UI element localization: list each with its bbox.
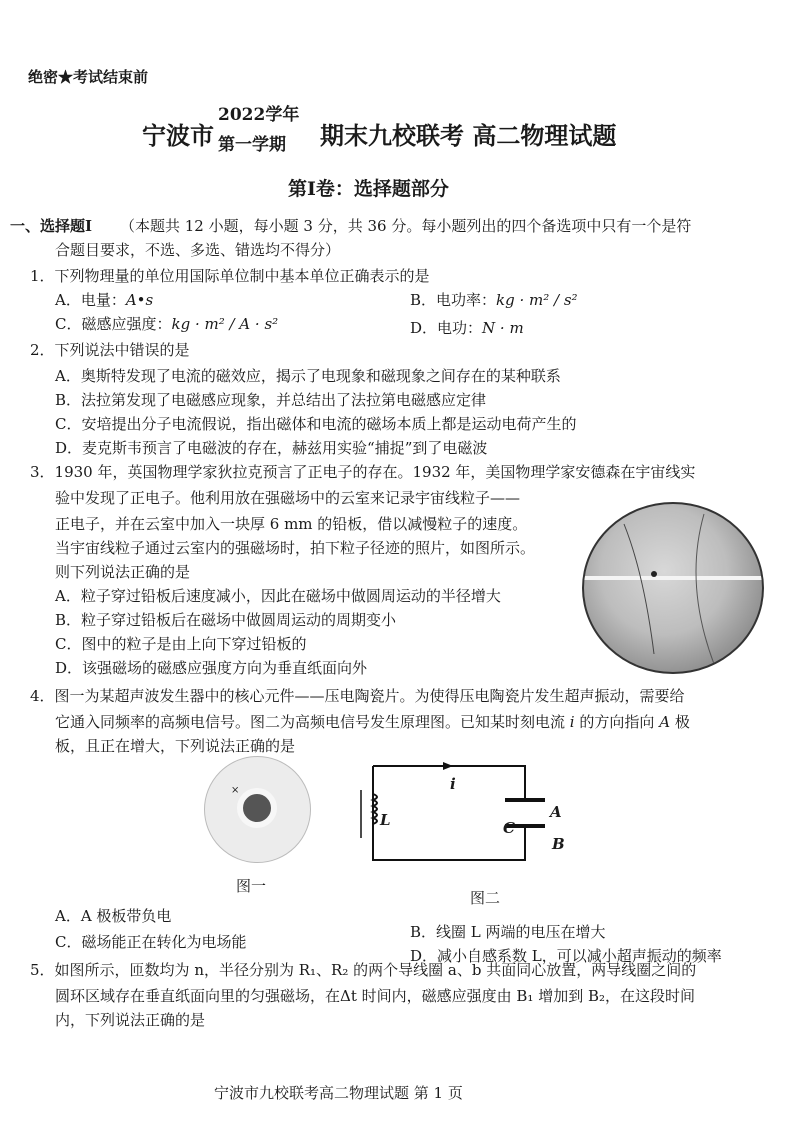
q4-option-b: B．线圈 L 两端的电压在增大: [410, 923, 606, 941]
q4-line3: 板，且正在增大，下列说法正确的是: [55, 737, 296, 755]
q4-line1: 4．图一为某超声波发生器中的核心元件——压电陶瓷片。为使得压电陶瓷片发生超声振动，需要给: [30, 687, 685, 705]
q5-line2: 圆环区域存在垂直纸面向里的匀强磁场，在Δt 时间内，磁感应强度由 B₁ 增加到 B₂，在这段时间: [55, 987, 696, 1005]
q3-option-c: C．图中的粒子是由上向下穿过铅板的: [55, 635, 307, 653]
q1-option-d-unit: N · m: [482, 319, 524, 337]
q3-line1: 3．1930 年，英国物理学家狄拉克预言了正电子的存在。1932 年，美国物理学家安德森在宇宙线实: [30, 463, 696, 481]
exam-title: 期末九校联考 高二物理试题: [320, 121, 617, 150]
q3-line5: 则下列说法正确的是: [55, 563, 191, 581]
q3-line2: 验中发现了正电子。他利用放在强磁场中的云室来记录宇宙线粒子——: [55, 489, 521, 507]
q4-option-c: C．磁场能正在转化为电场能: [55, 933, 247, 951]
section-heading: 一、选择题Ⅰ: [10, 217, 93, 235]
exam-city: 宁波市: [142, 121, 214, 150]
q1-option-c: [55, 314, 278, 334]
label-plate-B: B: [552, 835, 565, 853]
q3-option-b: B．粒子穿过铅板后在磁场中做圆周运动的周期变小: [55, 611, 397, 629]
label-current-i: i: [450, 775, 456, 793]
q2-stem: 2．下列说法中错误的是: [30, 341, 190, 359]
cloud-chamber-photo: [582, 502, 764, 674]
q3-line3: 正电子，并在云室中加入一块厚 6 mm 的铅板，借以减慢粒子的速度。: [55, 515, 528, 533]
q4-line2-text: 它通入同频率的高频电信号。图二为高频电信号发生原理图。已知某时刻电流: [55, 713, 566, 731]
confidential-notice: 绝密★考试结束前: [28, 68, 149, 86]
q1-option-a-unit: A•s: [125, 291, 154, 309]
q1-option-c-label: C．磁感应强度：: [55, 315, 172, 333]
q1-option-d: [410, 318, 524, 338]
exam-year: 2022学年: [218, 105, 300, 125]
q2-option-d: D．麦克斯韦预言了电磁波的存在，赫兹用实验“捕捉”到了电磁波: [55, 439, 488, 457]
q1-option-b: [410, 290, 578, 310]
q2-option-a: A．奥斯特发现了电流的磁效应，揭示了电现象和磁现象之间存在的某种联系: [55, 367, 561, 385]
q1-option-b-unit: kg · m² / s²: [496, 291, 578, 309]
part-title: 第Ⅰ卷：选择题部分: [288, 178, 449, 200]
label-inductor-L: L: [380, 811, 391, 829]
particle-track: [584, 504, 762, 672]
q1-option-b-label: B．电功率：: [410, 291, 497, 309]
figure-one-caption: 图一: [236, 877, 267, 895]
section-desc-line1: （本题共 12 小题，每小题 3 分，共 36 分。每小题列出的四个备选项中只有一个是符: [120, 217, 692, 235]
q4-line2: [55, 712, 690, 732]
piezo-disc-figure: ×: [204, 756, 311, 863]
q1-option-a: [55, 290, 153, 310]
q4-current-symbol: i: [569, 713, 575, 731]
q4-line2-text-c: 极: [674, 713, 690, 731]
exam-semester: 第一学期: [218, 135, 286, 155]
label-capacitor-C: C: [503, 819, 515, 837]
q2-option-c: C．安培提出分子电流假说，指出磁体和电流的磁场本质上都是运动电荷产生的: [55, 415, 577, 433]
q3-line4: 当宇宙线粒子通过云室内的强磁场时，拍下粒子径迹的照片，如图所示。: [55, 539, 536, 557]
section-desc-line2: 合题目要求，不选、多选、错选均不得分）: [55, 241, 341, 259]
q1-option-a-label: A．电量：: [55, 291, 126, 309]
q1-option-d-label: D．电功：: [410, 319, 483, 337]
q4-plate-symbol: A: [659, 713, 671, 731]
page-footer: 宁波市九校联考高二物理试题 第 1 页: [214, 1084, 463, 1102]
q3-option-a: A．粒子穿过铅板后速度减小，因此在磁场中做圆周运动的半径增大: [55, 587, 501, 605]
q5-line3: 内，下列说法正确的是: [55, 1011, 206, 1029]
q4-option-d: D．减小自感系数 L，可以减小超声振动的频率: [410, 947, 722, 965]
piezo-disc-hole: [237, 788, 277, 828]
q2-option-b: B．法拉第发现了电磁感应现象，并总结出了法拉第电磁感应定律: [55, 391, 487, 409]
q1-option-c-unit: kg · m² / A · s²: [171, 315, 279, 333]
q1-stem: 1．下列物理量的单位用国际单位制中基本单位正确表示的是: [30, 267, 430, 285]
q4-line2-text-b: 的方向指向: [579, 713, 655, 731]
label-plate-A: A: [550, 803, 562, 821]
q5-line1: 5．如图所示，匝数均为 n，半径分别为 R₁、R₂ 的两个导线圈 a、b 共面同心放置，两导线圈之间的: [30, 961, 697, 979]
q3-option-d: D．该强磁场的磁感应强度方向为垂直纸面向外: [55, 659, 368, 677]
q4-option-a: A．A 极板带负电: [55, 907, 172, 925]
figure-two-caption: 图二: [470, 889, 501, 907]
